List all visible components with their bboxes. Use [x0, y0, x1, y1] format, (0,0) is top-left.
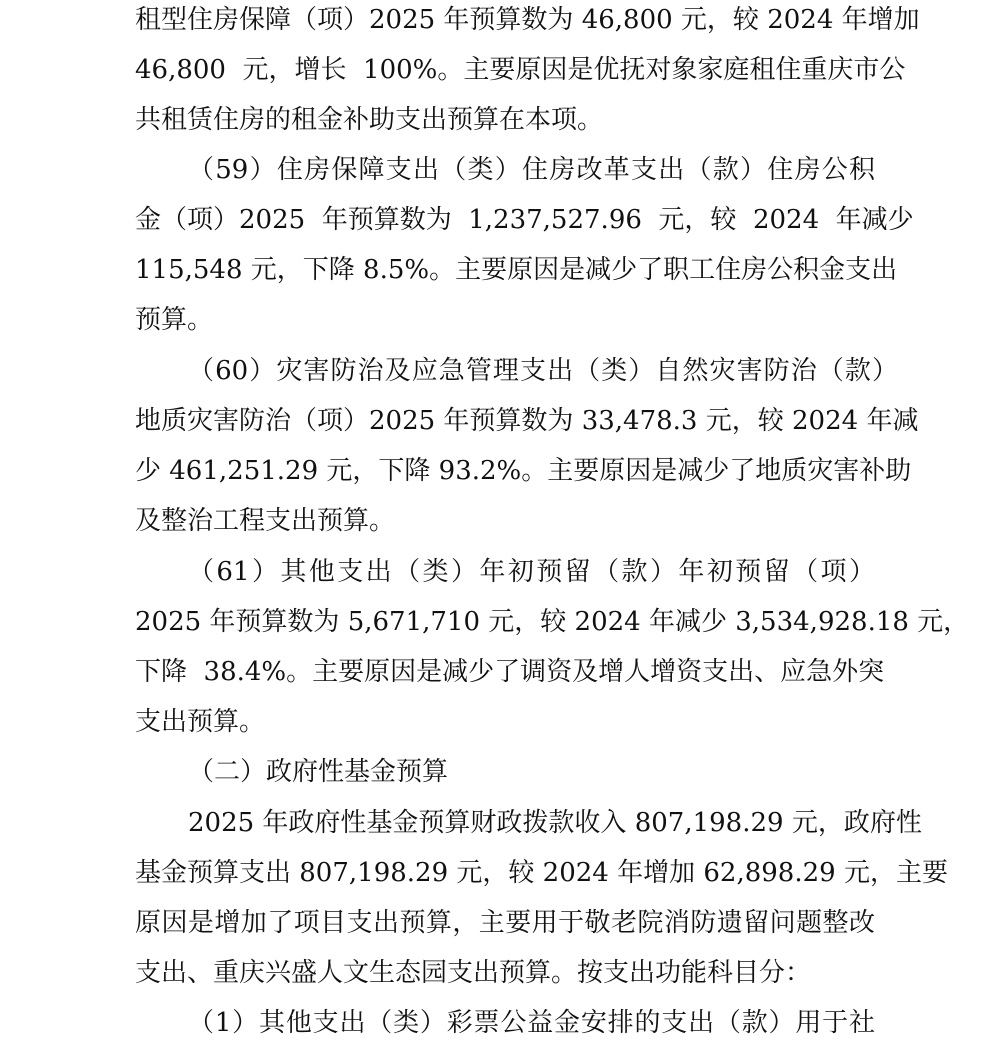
paragraph-line: 支出、重庆兴盛人文生态园支出预算。按支出功能科目分： [135, 958, 812, 988]
paragraph-line: 115,548 元，下降 8.5%。主要原因是减少了职工住房公积金支出 [135, 255, 898, 285]
paragraph-line: 租型住房保障（项）2025 年预算数为 46,800 元，较 2024 年增加 [135, 5, 920, 35]
paragraph-line: 46,800 元，增长 100%。主要原因是优抚对象家庭租住重庆市公 [135, 55, 906, 85]
paragraph-line: 下降 38.4%。主要原因是减少了调资及增人增资支出、应急外突 [135, 657, 885, 687]
paragraph-line: （59）住房保障支出（类）住房改革支出（款）住房公积 [188, 155, 875, 185]
paragraph-line: 支出预算。 [135, 707, 266, 737]
paragraph-line: 及整治工程支出预算。 [135, 506, 396, 536]
paragraph-line: 金（项）2025 年预算数为 1,237,527.96 元，较 2024 年减少 [135, 205, 914, 235]
paragraph-line: 原因是增加了项目支出预算，主要用于敬老院消防遗留问题整改 [135, 908, 875, 938]
paragraph-line: 2025 年政府性基金预算财政拨款收入 807,198.29 元，政府性 [188, 808, 922, 838]
section-heading: （二）政府性基金预算 [188, 757, 449, 787]
paragraph-line: 少 461,251.29 元，下降 93.2%。主要原因是减少了地质灾害补助 [135, 456, 912, 486]
paragraph-line: 预算。 [135, 305, 214, 335]
paragraph-line: （1）其他支出（类）彩票公益金安排的支出（款）用于社 [188, 1008, 875, 1038]
paragraph-line: 基金预算支出 807,198.29 元，较 2024 年增加 62,898.29 元，主要 [135, 858, 948, 888]
paragraph-line: 共租赁住房的租金补助支出预算在本项。 [135, 105, 604, 135]
paragraph-line: （61）其他支出（类）年初预留（款）年初预留（项） [188, 557, 875, 587]
paragraph-line: 2025 年预算数为 5,671,710 元，较 2024 年减少 3,534,928.18 元， [135, 607, 970, 637]
paragraph-line: （60）灾害防治及应急管理支出（类）自然灾害防治（款） [188, 356, 898, 386]
paragraph-line: 地质灾害防治（项）2025 年预算数为 33,478.3 元，较 2024 年减 [135, 406, 919, 436]
